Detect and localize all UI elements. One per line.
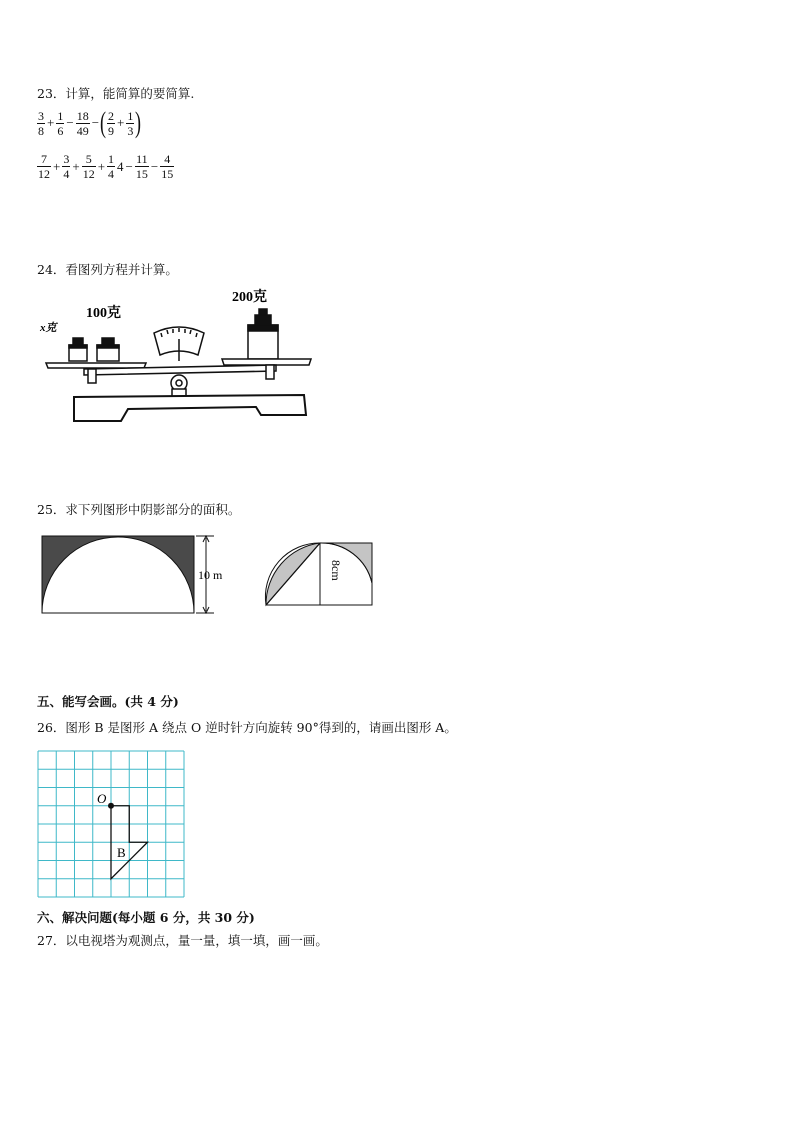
q26-title: 26．图形 B 是图形 A 绕点 O 逆时针方向旋转 90°得到的，请画出图形 A。	[37, 720, 457, 735]
fraction: $\frac{18}{49}$	[76, 108, 89, 138]
quarter-circle-shaded-figure	[262, 538, 378, 610]
100-gram-weight	[97, 338, 119, 361]
fraction: $\frac{1}{3}$	[127, 108, 134, 138]
rotation-grid	[37, 750, 187, 900]
balance-scale-figure	[36, 285, 326, 427]
right-pan	[222, 359, 311, 365]
200-gram-label: 200克	[232, 290, 267, 305]
q23-title: 23．计算，能简算的要简算.	[37, 86, 195, 101]
200-gram-weight	[248, 309, 278, 359]
x-gram-label: x克	[40, 322, 57, 334]
fraction: $\frac{3}{8}$	[38, 108, 44, 138]
fraction: $\frac{4}{15}$	[161, 152, 174, 181]
q27-title: 27．以电视塔为观测点，量一量，填一填，画一画。	[37, 933, 328, 948]
fraction: $\frac{1}{6}$	[57, 108, 64, 138]
fraction: $\frac{11}{15}$	[135, 152, 148, 181]
right-paren: )	[135, 106, 142, 139]
fraction: $\frac{2}{9}$	[108, 108, 115, 138]
scale-base	[74, 395, 306, 421]
semicircle-shaded-figure	[36, 530, 246, 616]
100-gram-label: 100克	[86, 306, 121, 321]
q24-title: 24．看图列方程并计算。	[37, 262, 178, 277]
shape-b-label: B	[117, 845, 126, 860]
x-weight	[69, 338, 87, 361]
scale-dial	[154, 327, 204, 361]
dimension-10m: 10 m	[198, 568, 223, 582]
q25-title: 25．求下列图形中阴影部分的面积。	[37, 502, 241, 517]
dimension-8cm: 8cm	[329, 560, 343, 581]
point-o-label: O	[97, 791, 107, 806]
q23-expression-1: $\frac{3}{8}$ + $\frac{1}{6}$ − $\frac{18}{49}$ −( $\frac{2}{9}$ + $\frac{1}{3}$ )	[38, 106, 142, 139]
section-6-title: 六、解决问题(每小题 6 分，共 30 分)	[37, 910, 255, 925]
q23-expression-2: $\frac{7}{12}$ + $\frac{3}{4}$ + $\frac{5}{12}$ + $\frac{1}{4}$ 4 − $\frac{11}{15}$ − $\frac{4}{15}$	[38, 152, 174, 181]
fraction: $\frac{7}{12}$	[38, 152, 50, 181]
fraction: $\frac{3}{4}$	[63, 152, 70, 181]
point-o	[108, 803, 114, 809]
left-paren: (	[100, 106, 107, 139]
fraction: $\frac{5}{12}$	[82, 152, 95, 181]
fraction: $\frac{1}{4}$	[108, 152, 115, 181]
left-pan	[46, 363, 146, 368]
section-5-title: 五、能写会画。(共 4 分)	[37, 694, 179, 709]
